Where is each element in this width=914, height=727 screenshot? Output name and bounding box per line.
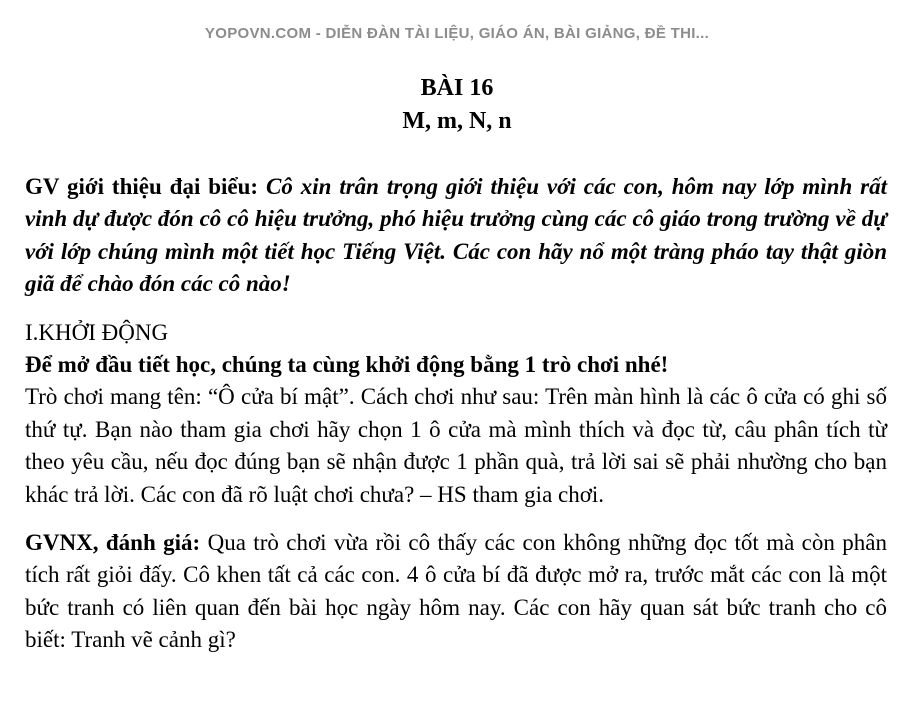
evaluation-label: GVNX, đánh giá:: [25, 530, 201, 556]
document-body: [25, 171, 887, 657]
evaluation-text: Qua trò chơi vừa rồi cô thấy các con không những đọc tốt mà còn phân tích rất giỏi đấy. Cô khen tất cả các con. 4 ô cửa bí đã được mở ra, trước mắt các con là một bức tranh có liên quan đến bài học ngày hôm nay. Các con hãy quan sát bức tranh cho cô biết: Tranh vẽ cảnh gì?: [25, 530, 887, 653]
site-header: YOPOVN.COM - DIỄN ĐÀN TÀI LIỆU, GIÁO ÁN, BÀI GIẢNG, ĐỀ THI...: [204, 25, 710, 42]
section-subheading: Để mở đầu tiết học, chúng ta cùng khởi động bằng 1 trò chơi nhé!: [25, 352, 669, 378]
intro-paragraph: [25, 171, 887, 301]
intro-text: Cô xin trân trọng giới thiệu với các con, hôm nay lớp mình rất vinh dự được đón cô cô hiệu trưởng, phó hiệu trưởng cùng các cô giáo trong trường về dự với lớp chúng mình một tiết học Tiếng Việt. Các con hãy nổ một tràng pháo tay thật giòn giã để chào đón các cô nào!: [25, 174, 887, 297]
evaluation-paragraph: [25, 527, 887, 657]
section-heading: I.KHỞI ĐỘNG: [25, 319, 169, 345]
lesson-number: BÀI 16: [420, 75, 494, 101]
intro-label: GV giới thiệu đại biểu:: [25, 174, 259, 199]
lesson-letters: M, m, N, n: [402, 108, 512, 134]
lesson-title-block: [0, 72, 914, 138]
game-rules-paragraph: Trò chơi mang tên: “Ô cửa bí mật”. Cách chơi như sau: Trên màn hình là các ô cửa có ghi số thứ tự. Bạn nào tham gia chơi hãy chọn 1 ô cửa mà mình thích và đọc từ, câu phân tích từ theo yêu cầu, nếu đọc đúng bạn sẽ nhận được 1 phần quà, trả lời sai sẽ phải nhường cho bạn khác trả lời. Các con đã rõ luật chơi chưa? – HS tham gia chơi.: [25, 384, 887, 507]
